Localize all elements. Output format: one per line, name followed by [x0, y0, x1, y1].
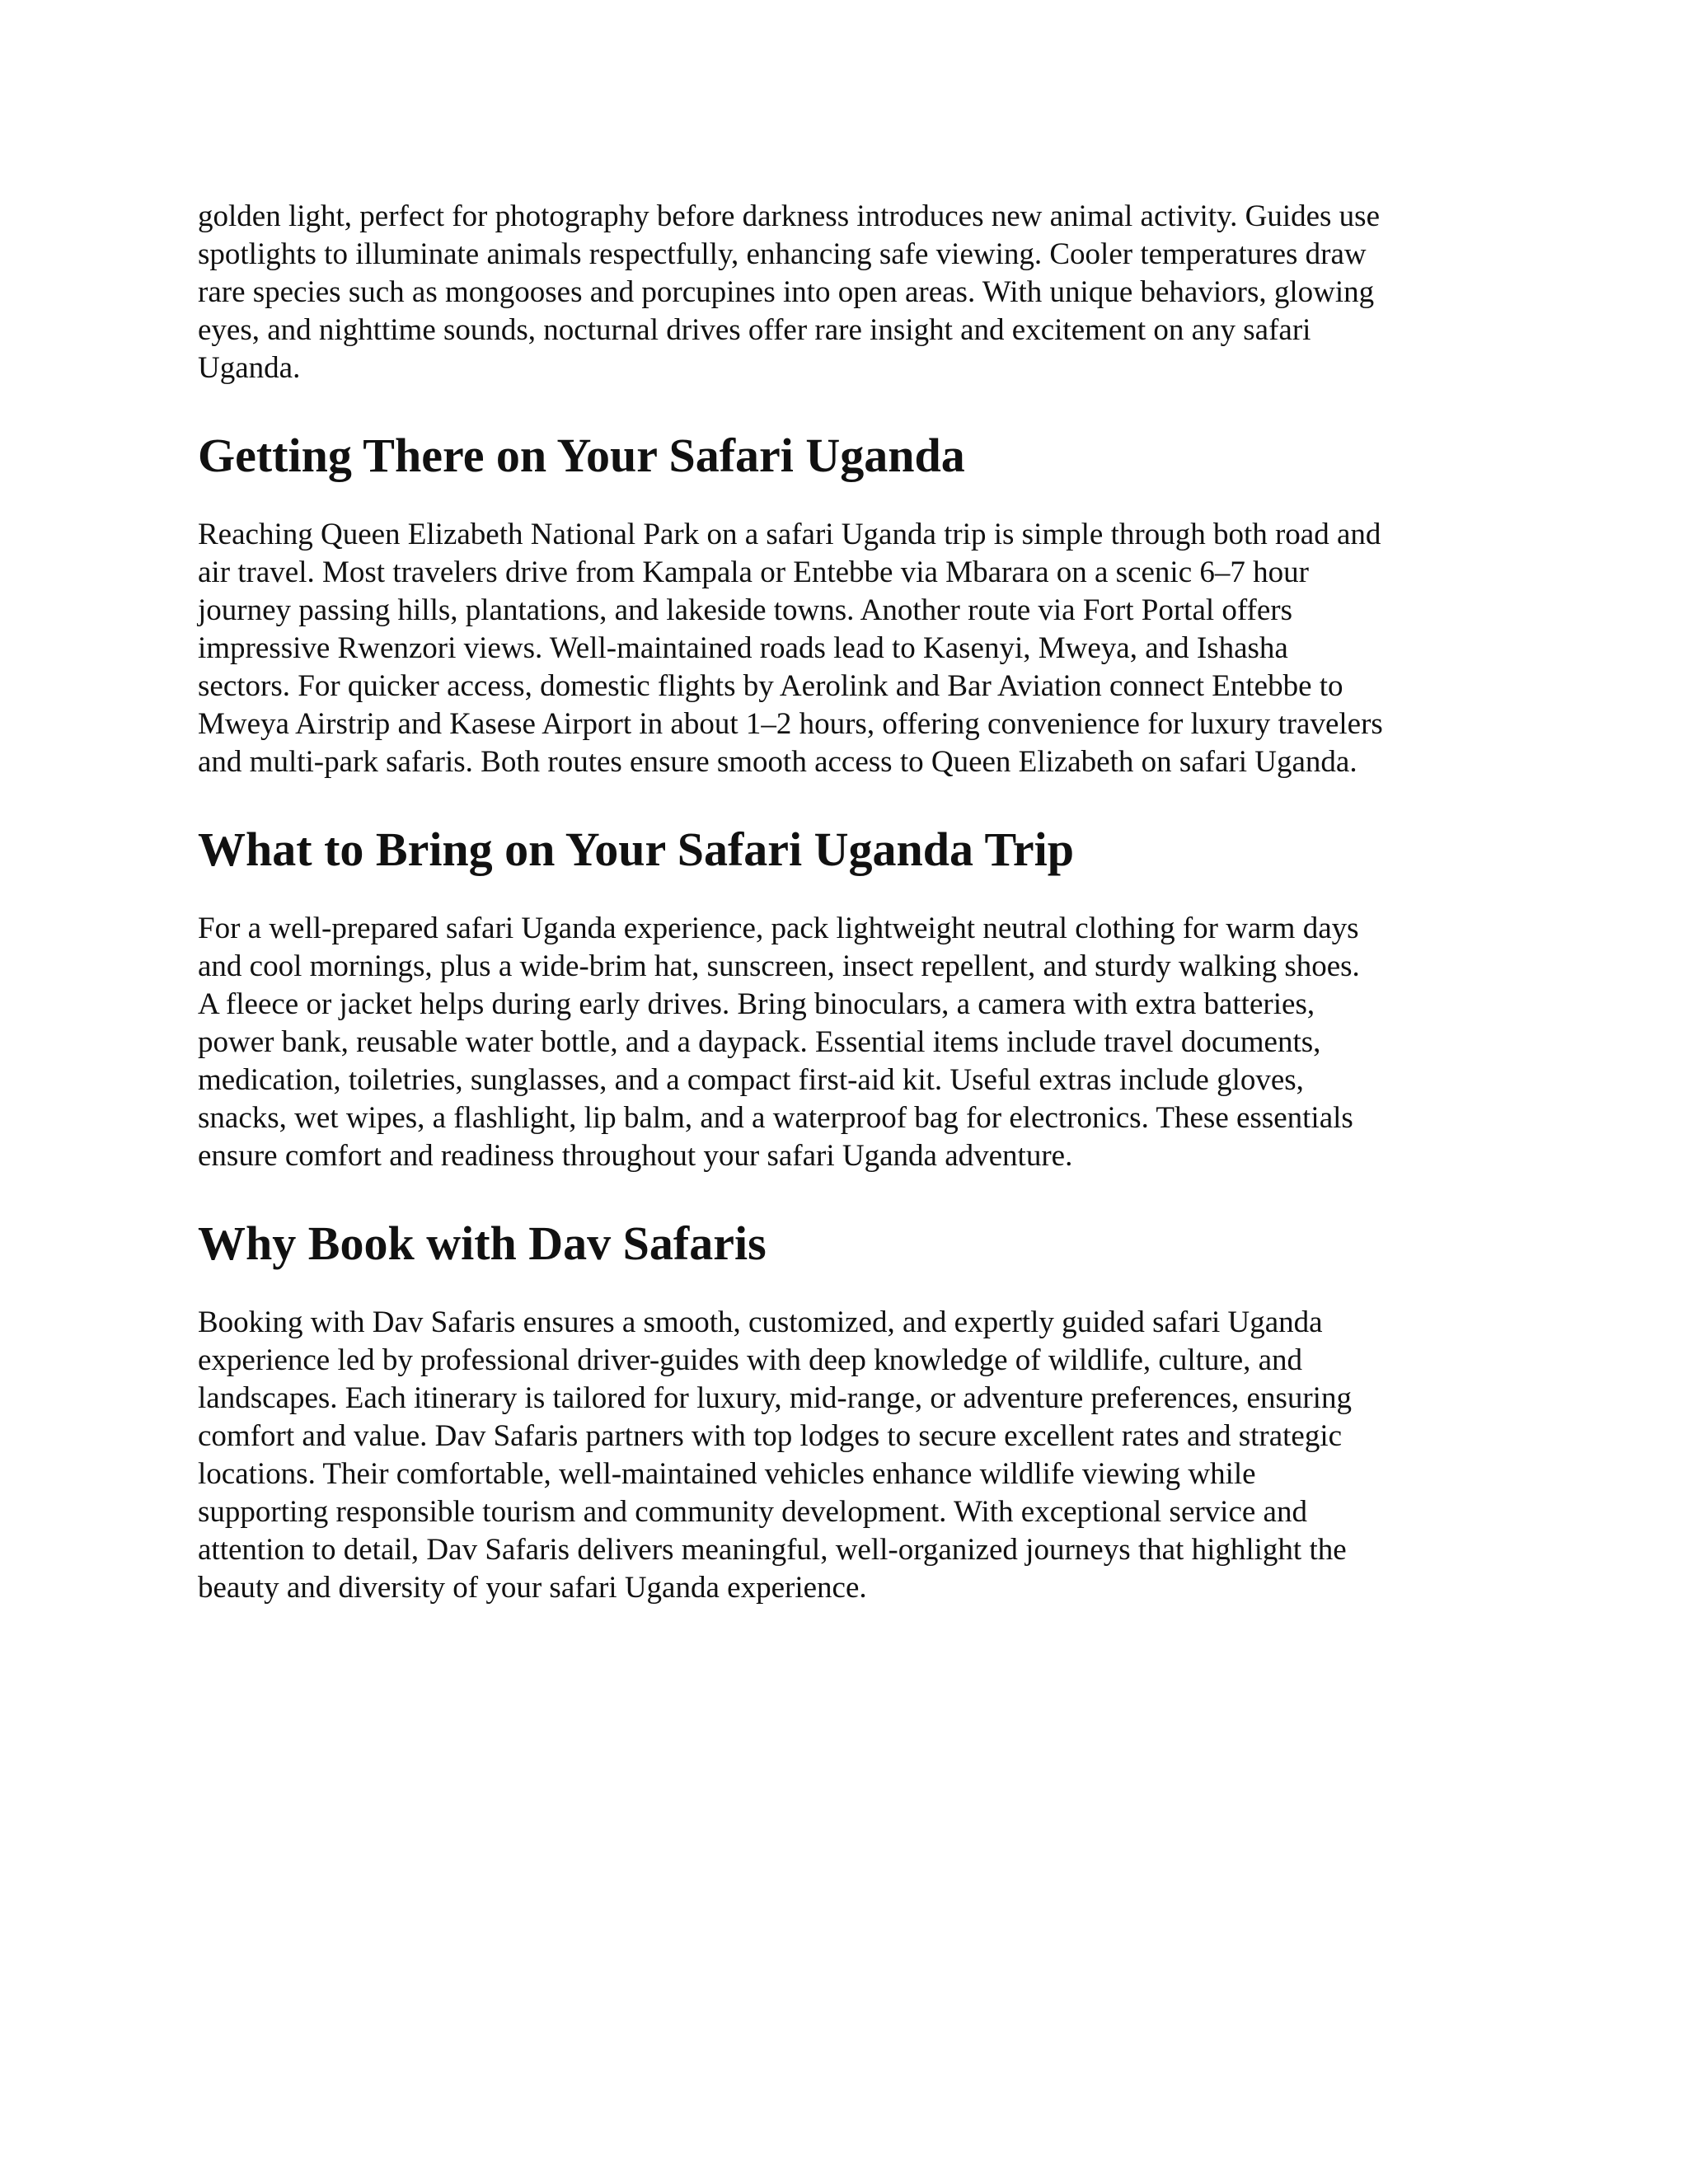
- document-page: [198, 198, 1500, 1607]
- section-heading-getting-there: Getting There on Your Safari Uganda: [198, 429, 965, 482]
- intro-paragraph: golden light, perfect for photography before darkness introduces new animal activity. Guides use spotlights to illuminate animals respectfully, enhancing safe viewing. Cooler temperatures draw rare species such as mongooses and porcupines into open areas. With unique behaviors, glowing eyes, and nighttime sounds, nocturnal drives offer rare insight and excitement on any safari Uganda.: [198, 199, 1381, 385]
- section-body-getting-there: Reaching Queen Elizabeth National Park on a safari Uganda trip is simple through both road and air travel. Most travelers drive from Kampala or Entebbe via Mbarara on a scenic 6–7 hour journey passing hills, plantations, and lakeside towns. Another route via Fort Portal offers impressive Rwenzori views. Well-maintained roads lead to Kasenyi, Mweya, and Ishasha sectors. For quicker access, domestic flights by Aerolink and Bar Aviation connect Entebbe to Mweya Airstrip and Kasese Airport in about 1–2 hours, offering convenience for luxury travelers and multi-park safaris. Both routes ensure smooth access to Queen Elizabeth on safari Uganda.: [198, 518, 1383, 779]
- section-heading-what-to-bring: What to Bring on Your Safari Uganda Trip: [198, 823, 1074, 876]
- section-body-why-book: Booking with Dav Safaris ensures a smooth, customized, and expertly guided safari Uganda experience led by professional driver-guides with deep knowledge of wildlife, culture, and landscapes. Each itinerary is tailored for luxury, mid-range, or adventure preferences, ensuring comfort and value. Dav Safaris partners with top lodges to secure excellent rates and strategic locations. Their comfortable, well-maintained vehicles enhance wildlife viewing while supporting responsible tourism and community development. With exceptional service and attention to detail, Dav Safaris delivers meaningful, well-organized journeys that highlight the beauty and diversity of your safari Uganda experience.: [198, 1305, 1352, 1605]
- section-body-what-to-bring: For a well-prepared safari Uganda experience, pack lightweight neutral clothing for warm days and cool mornings, plus a wide-brim hat, sunscreen, insect repellent, and sturdy walking shoes. A fleece or jacket helps during early drives. Bring binoculars, a camera with extra batteries, power bank, reusable water bottle, and a daypack. Essential items include travel documents, medication, toiletries, sunglasses, and a compact first-aid kit. Useful extras include gloves, snacks, wet wipes, a flashlight, lip balm, and a waterproof bag for electronics. These essentials ensure comfort and readiness throughout your safari Uganda adventure.: [198, 912, 1360, 1173]
- section-heading-why-book: Why Book with Dav Safaris: [198, 1216, 767, 1270]
